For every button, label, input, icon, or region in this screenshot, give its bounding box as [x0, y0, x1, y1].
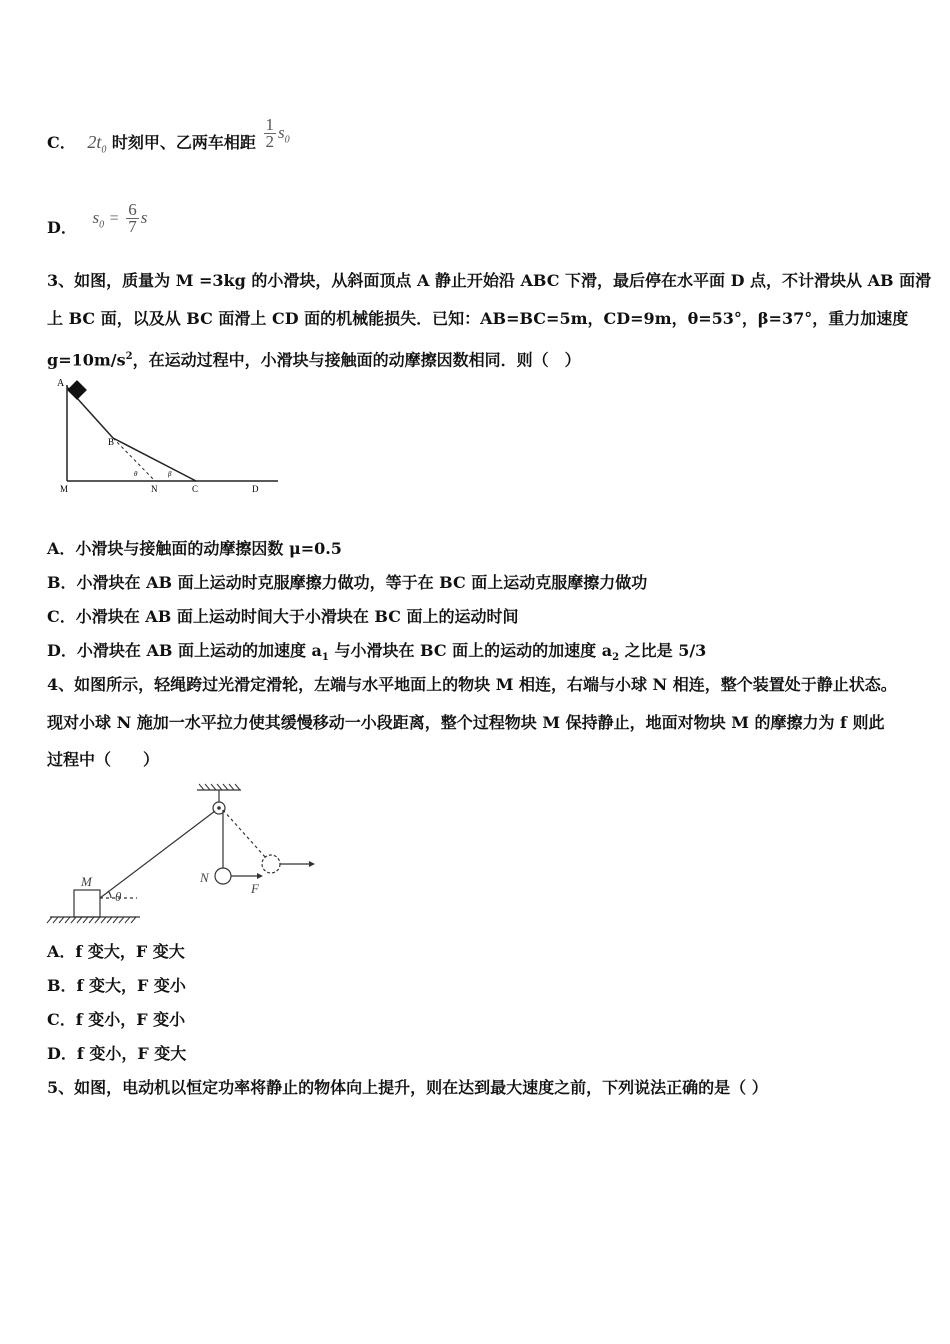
q3-option-c: C．小滑块在 AB 面上运动时间大于小滑块在 BC 面上的运动时间: [47, 607, 519, 626]
label-n: N: [151, 484, 158, 494]
label-m: M: [60, 484, 69, 494]
label-a: A: [57, 378, 65, 389]
lhs-symbol: s: [92, 208, 100, 227]
fraction: $\frac{1}{2}$: [265, 115, 275, 151]
equals-sign: =: [109, 210, 119, 227]
q4-figure: [45, 780, 325, 930]
q4-option-d: D．f 变小，F 变大: [47, 1044, 187, 1063]
ball-n-displaced: [262, 855, 280, 873]
label-beta: β: [168, 470, 172, 478]
label-d: D: [252, 484, 259, 494]
label-b: B: [108, 437, 115, 447]
label-theta: θ: [115, 889, 122, 904]
label-c: C: [192, 484, 199, 494]
q5-stem-line-1: 5、如图，电动机以恒定功率将静止的物体向上提升，则在达到最大速度之前，下列说法正确的是（ ）: [47, 1078, 768, 1097]
prev-option-d: [47, 200, 148, 245]
pulley-axle: [217, 806, 221, 810]
prev-option-c: [47, 115, 290, 161]
q3-option-b: B．小滑块在 AB 面上运动时克服摩擦力做功，等于在 BC 面上运动克服摩擦力做功: [47, 573, 648, 592]
q3-option-a: A．小滑块与接触面的动摩擦因数 μ=0.5: [47, 539, 342, 558]
option-label: D．: [47, 218, 77, 237]
q3-option-d: D．小滑块在 AB 面上运动的加速度 $a_1$ 与小滑块在 BC 面上的运动的加速度 $a_2$ 之比是 5/3: [47, 641, 707, 664]
arrow-head-dashed: [309, 861, 315, 867]
q4-stem-line-3: 过程中（ ）: [47, 750, 160, 769]
label-m: M: [81, 874, 92, 889]
time-subscript: 0: [101, 144, 107, 156]
rhs-symbol: s: [140, 208, 148, 227]
option-label: C．: [47, 133, 76, 152]
ground-hatch: [47, 917, 136, 923]
q4-stem-line-2: 现对小球 N 施加一水平拉力使其缓慢移动一小段距离，整个过程物块 M 保持静止，地面对物块 M 的摩擦力为 f 则此: [47, 713, 885, 732]
q3-stem-line-3: $g=10m/s^2$，在运动过程中，小滑块与接触面的动摩擦因数相同．则（ ）: [47, 350, 581, 370]
distance-symbol: s: [278, 123, 285, 142]
q3-figure: [50, 375, 290, 500]
fraction: $\frac{6}{7}$: [128, 200, 137, 236]
ceiling-hatch: [199, 784, 240, 790]
angle-arc: [108, 891, 111, 898]
option-text: 时刻甲、乙两车相距: [111, 133, 256, 152]
distance-subscript: 0: [284, 134, 290, 146]
slider-block: [67, 380, 87, 400]
q4-option-a: A．f 变大，F 变大: [47, 942, 185, 961]
label-f: F: [251, 881, 259, 896]
label-n: N: [200, 870, 209, 885]
label-theta: θ: [134, 470, 138, 478]
lhs-subscript: 0: [99, 219, 105, 231]
q4-stem-line-1: 4、如图所示，轻绳跨过光滑定滑轮，左端与水平地面上的物块 M 相连，右端与小球 N 相连，整个装置处于静止状态。: [47, 675, 897, 694]
ball-n: [215, 868, 231, 884]
q4-option-b: B．f 变大，F 变小: [47, 976, 186, 995]
q3-stem-line-1: 3、如图，质量为 M =3kg 的小滑块，从斜面顶点 A 静止开始沿 ABC 下滑，最后停在水平面 D 点，不计滑块从 AB 面滑: [47, 271, 932, 290]
block-m: [74, 890, 100, 917]
q3-stem-line-2: 上 BC 面，以及从 BC 面滑上 CD 面的机械能损失．已知：AB=BC=5m，CD=9m，θ=53°，β=37°，重力加速度: [47, 309, 909, 328]
arrow-head: [257, 873, 263, 879]
dashed-rope: [223, 810, 266, 858]
incline-bc: [113, 438, 196, 481]
time-symbol: 2t: [87, 132, 102, 152]
q4-option-c: C．f 变小，F 变小: [47, 1010, 186, 1029]
rope-to-m: [100, 811, 215, 898]
